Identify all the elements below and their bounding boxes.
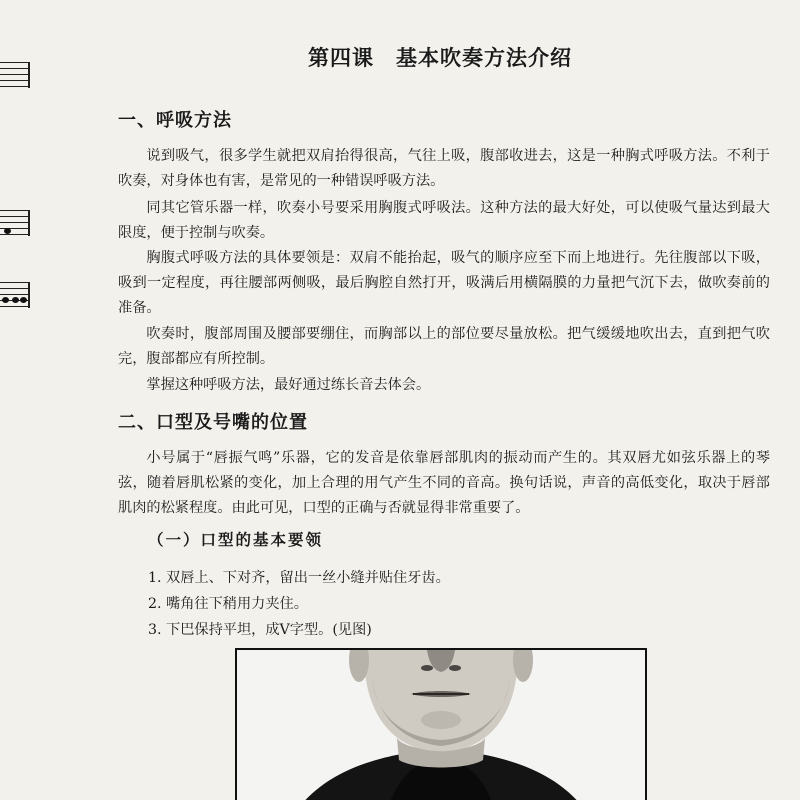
paragraph: 掌握这种呼吸方法，最好通过练长音去体会。 [146,377,431,393]
face-photo-icon [237,650,645,800]
list-item: 3. 下巴保持平坦，成V字型。(见图) [148,622,372,638]
paragraph: 小号属于“唇振气鸣”乐器，它的发音是依靠唇部肌肉的振动而产生的。其双唇尤如弦乐器上的琴弦，随着唇肌松紧的变化，加上合理的用气产生不同的音高。换句话说，声音的高低变化，取决于唇部肌肉的松紧程度。由此可见，口型的正确与否就显得非常重要了。 [118,450,770,516]
paragraph: 吹奏时，腹部周围及腰部要绷住，而胸部以上的部位要尽量放松。把气缓缓地吹出去，直到把气吹完，腹部都应有所控制。 [118,326,770,367]
staff-fragment-icon [0,210,36,236]
paragraph: 同其它管乐器一样，吹奏小号要采用胸腹式呼吸法。这种方法的最大好处，可以使吸气量达到最大限度，便于控制与吹奏。 [118,200,770,241]
section-heading-embouchure: 二、口型及号嘴的位置 [118,412,308,433]
face-photo-figure [235,648,647,800]
staff-fragment-icon [0,282,36,308]
section-heading-breathing: 一、呼吸方法 [118,110,232,131]
paragraph: 胸腹式呼吸方法的具体要领是：双肩不能抬起，吸气的顺序应至下而上地进行。先往腹部以下吸，吸到一定程度，再往腰部两侧吸，最后胸腔自然打开，吸满后用横隔膜的力量把气沉下去，做吹奏前的准备。 [118,250,770,316]
list-item: 2. 嘴角往下稍用力夹住。 [148,596,308,612]
subsection-heading: （一）口型的基本要领 [148,530,324,549]
lesson-title: 第四课 基本吹奏方法介绍 [308,46,572,70]
list-item: 1. 双唇上、下对齐，留出一丝小缝并贴住牙齿。 [148,570,450,586]
embouchure-list [148,565,450,643]
paragraph: 说到吸气，很多学生就把双肩抬得很高，气往上吸，腹部收进去，这是一种胸式呼吸方法。不利于吹奏，对身体也有害，是常见的一种错误呼吸方法。 [118,148,770,189]
